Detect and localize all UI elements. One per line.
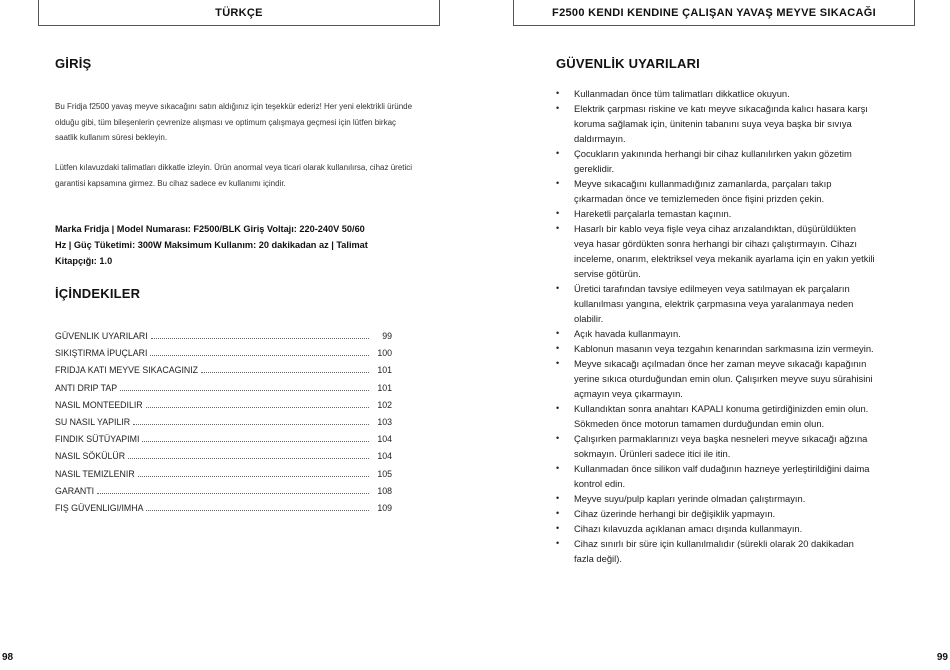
toc-row	[55, 417, 392, 434]
toc-page-number: 108	[377, 485, 392, 496]
safety-warning-text: Cihaz üzerinde herhangi bir değişiklik yapmayın.	[574, 508, 776, 519]
toc-label: SU NASIL YAPILIR	[55, 416, 131, 427]
toc-leader-dots	[150, 348, 369, 356]
toc-leader-dots	[151, 331, 369, 339]
safety-warning-item	[556, 521, 876, 536]
safety-warning-text: Kullandıktan sonra anahtarı KAPALI konuma getirdiğinizden emin olun. Sökmeden önce motorun tamamen durduğundan emin olun.	[574, 403, 869, 429]
bullet-icon: •	[556, 328, 560, 338]
toc-label: GARANTI	[55, 485, 95, 496]
bullet-icon: •	[556, 493, 560, 503]
toc-page-number: 101	[377, 382, 392, 393]
toc-row	[55, 503, 392, 520]
bullet-icon: •	[556, 283, 560, 293]
bullet-icon: •	[556, 463, 560, 473]
toc-row	[55, 469, 392, 486]
page-number-left: 98	[2, 652, 14, 663]
safety-warning-item	[556, 491, 876, 506]
toc-label: NASIL SÖKÜLÜR	[55, 451, 126, 462]
safety-warnings-list	[556, 86, 876, 566]
safety-warning-item	[556, 221, 876, 281]
toc-leader-dots	[138, 469, 369, 477]
safety-warning-text: Üretici tarafından tavsiye edilmeyen veya satılmayan ek parçaların kullanılması yangına, elektrik çarpmasına veya yaralanmaya neden olabilir.	[574, 283, 854, 324]
safety-warning-item	[556, 536, 876, 566]
safety-warning-item	[556, 206, 876, 221]
toc-row	[55, 383, 392, 400]
toc-page-number: 99	[382, 331, 392, 341]
safety-warning-text: Meyve suyu/pulp kapları yerinde olmadan çalıştırmayın.	[574, 493, 806, 504]
toc-label: SIKIŞTIRMA İPUÇLARI	[55, 348, 148, 359]
safety-warning-item	[556, 506, 876, 521]
bullet-icon: •	[556, 88, 560, 98]
safety-warning-item	[556, 146, 876, 176]
intro-title: GİRİŞ	[55, 56, 92, 71]
table-of-contents	[55, 331, 392, 520]
safety-warning-item	[556, 86, 876, 101]
toc-row	[55, 451, 392, 468]
safety-warning-item	[556, 431, 876, 461]
bullet-icon: •	[556, 358, 560, 368]
bullet-icon: •	[556, 538, 560, 548]
bullet-icon: •	[556, 103, 560, 113]
toc-leader-dots	[201, 365, 369, 373]
safety-warning-item	[556, 281, 876, 326]
safety-warning-item	[556, 461, 876, 491]
toc-page-number: 109	[377, 502, 392, 513]
page-header-language: TÜRKÇE	[38, 0, 440, 26]
bullet-icon: •	[556, 523, 560, 533]
toc-page-number: 104	[377, 434, 392, 445]
safety-warning-text: Kullanmadan önce tüm talimatları dikkatlice okuyun.	[574, 88, 790, 99]
bullet-icon: •	[556, 223, 560, 233]
toc-leader-dots	[97, 486, 369, 494]
intro-paragraph-2: Lütfen kılavuzdaki talimatları dikkatle izleyin. Ürün anormal veya ticari olarak kullanılırsa, cihaz üretici garantisi kapsamına girmez. Bu cihaz sadece ev kullanımı içindir.	[55, 163, 413, 188]
toc-leader-dots	[128, 451, 369, 459]
toc-label: NASIL MONTEEDILIR	[55, 399, 143, 410]
page-number-right: 99	[936, 652, 948, 663]
bullet-icon: •	[556, 508, 560, 518]
toc-leader-dots	[142, 434, 369, 442]
safety-warning-text: Hasarlı bir kablo veya fişle veya cihaz arızalandıktan, düşürüldükten veya hasar gördükten sonra herhangi bir cihazı çalıştırmayın. Cihazı inceleme, onarım, elektriksel veya mekanik ayarlama için en yakın yetkili servise götürün.	[574, 223, 875, 279]
page-header-product: F2500 KENDI KENDINE ÇALIŞAN YAVAŞ MEYVE SIKACAĞI	[513, 0, 915, 26]
bullet-icon: •	[556, 433, 560, 443]
toc-page-number: 100	[377, 348, 392, 359]
toc-page-number: 101	[377, 365, 392, 376]
safety-warning-text: Cihaz sınırlı bir süre için kullanılmalıdır (sürekli olarak 20 dakikadan fazla değil).	[574, 538, 854, 564]
bullet-icon: •	[556, 208, 560, 218]
safety-warning-text: Elektrik çarpması riskine ve katı meyve sıkacağında kalıcı hasara karşı koruma sağlamak için, ünitenin tabanını suya veya başka bir sıvıya daldırmayın.	[574, 103, 868, 144]
safety-warning-text: Hareketli parçalarla temastan kaçının.	[574, 208, 732, 219]
toc-page-number: 102	[377, 399, 392, 410]
safety-warning-item	[556, 341, 876, 356]
safety-warning-item	[556, 176, 876, 206]
toc-page-number: 105	[377, 468, 392, 479]
safety-warning-item	[556, 101, 876, 146]
toc-label: FINDIK SÜTÜYAPIMI	[55, 434, 140, 445]
safety-warning-text: Çocukların yakınında herhangi bir cihaz kullanılırken yakın gözetim gereklidir.	[574, 148, 852, 174]
toc-row	[55, 434, 392, 451]
bullet-icon: •	[556, 403, 560, 413]
toc-label: FIŞ GÜVENLIGI/IMHA	[55, 502, 144, 513]
toc-leader-dots	[146, 400, 369, 408]
safety-warning-text: Meyve sıkacağını kullanmadığınız zamanlarda, parçaları takıp çıkarmadan önce ve temizlemeden önce fişini prizden çekin.	[574, 178, 832, 204]
bullet-icon: •	[556, 178, 560, 188]
bullet-icon: •	[556, 148, 560, 158]
safety-warning-text: Kablonun masanın veya tezgahın kenarından sarkmasına izin vermeyin.	[574, 343, 874, 354]
bullet-icon: •	[556, 343, 560, 353]
safety-warning-text: Kullanmadan önce silikon valf dudağının hazneye yerleştirildiğini daima kontrol edin.	[574, 463, 870, 489]
toc-row	[55, 365, 392, 382]
safety-warning-text: Meyve sıkacağı açılmadan önce her zaman meyve sıkacağı kapağının yerine sıkıca oturduğundan emin olun. Çalışırken meyve suyu sürahisini açmayın veya çıkarmayın.	[574, 358, 873, 399]
toc-title: İÇİNDEKILER	[55, 286, 141, 301]
toc-row	[55, 348, 392, 365]
safety-title: GÜVENLİK UYARILARI	[556, 56, 700, 71]
toc-page-number: 104	[377, 451, 392, 462]
product-specs: Marka Fridja | Model Numarası: F2500/BLK Giriş Voltajı: 220-240V 50/60 Hz | Güç Tüketimi: 300W Maksimum Kullanım: 20 dakikadan az | Talimat Kitapçığı: 1.0	[55, 224, 368, 266]
safety-warning-item	[556, 326, 876, 341]
safety-warning-item	[556, 401, 876, 431]
toc-leader-dots	[133, 417, 369, 425]
toc-label: GÜVENLIK UYARILARI	[55, 331, 148, 341]
toc-row	[55, 400, 392, 417]
safety-warning-item	[556, 356, 876, 401]
safety-warning-text: Açık havada kullanmayın.	[574, 328, 681, 339]
toc-label: FRIDJA KATI MEYVE SIKACAGINIZ	[55, 365, 199, 376]
toc-label: ANTI DRIP TAP	[55, 382, 118, 393]
intro-paragraph-1: Bu Fridja f2500 yavaş meyve sıkacağını satın aldığınız için teşekkür ederiz! Her yeni elektrikli üründe olduğu gibi, tüm bileşenlerin çevrenize alışması ve optimum çalışmaya geçmesi için lütfen birkaç saatlik kullanım süresi bekleyin.	[55, 102, 413, 142]
toc-leader-dots	[146, 503, 369, 511]
toc-page-number: 103	[377, 416, 392, 427]
toc-row	[55, 331, 392, 348]
safety-warning-text: Çalışırken parmaklarınızı veya başka nesneleri meyve sıkacağı ağzına sokmayın. Ürünleri sadece itici ile itin.	[574, 433, 868, 459]
toc-leader-dots	[120, 383, 369, 391]
safety-warning-text: Cihazı kılavuzda açıklanan amacı dışında kullanmayın.	[574, 523, 803, 534]
toc-row	[55, 486, 392, 503]
toc-label: NASIL TEMIZLENIR	[55, 468, 135, 479]
